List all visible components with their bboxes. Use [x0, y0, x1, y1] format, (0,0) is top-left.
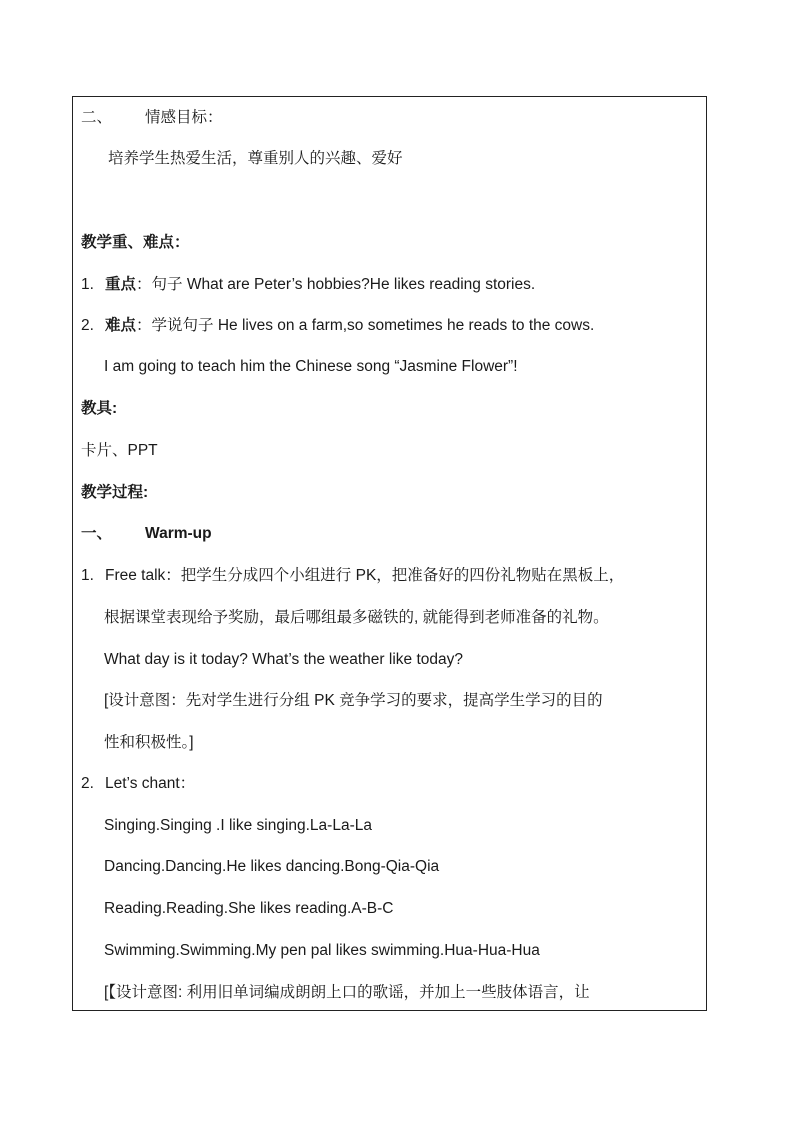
key-points-heading: 教学重、难点：	[81, 234, 190, 251]
section-title: 情感目标：	[145, 109, 223, 126]
section-number: 二、	[81, 109, 113, 126]
key-point-text: ：学说句子 He lives on a farm,so sometimes he reads to the cows.	[136, 317, 595, 334]
chant-heading	[81, 774, 195, 794]
chant-line: Singing.Singing .I like singing.La-La-La	[104, 817, 372, 834]
list-number: 2.	[81, 317, 94, 334]
chant-line: Dancing.Dancing.He likes dancing.Bong-Qia-Qia	[104, 858, 440, 875]
step1-heading	[81, 524, 212, 544]
step-title: Warm-up	[145, 525, 212, 542]
free-talk-text: Free talk：把学生分成四个小组进行 PK，把准备好的四份礼物贴在黑板上，	[105, 567, 625, 584]
list-number: 1.	[81, 276, 94, 293]
list-number: 1.	[81, 567, 94, 584]
free-talk-intent2: 性和积极性。]	[104, 734, 194, 751]
section2-heading	[81, 108, 223, 128]
free-talk-line3: What day is it today? What’s the weather like today?	[104, 651, 463, 668]
key-point-1	[81, 275, 535, 295]
step-number: 一、	[81, 525, 113, 542]
list-number: 2.	[81, 775, 94, 792]
chant-intent: [【设计意图: 利用旧单词编成朗朗上口的歌谣，并加上一些肢体语言，让	[104, 984, 590, 1001]
emotion-text: 培养学生热爱生活，尊重别人的兴趣、爱好	[108, 150, 403, 167]
key-point-label: 难点	[105, 317, 137, 334]
process-heading: 教学过程:	[81, 484, 149, 501]
tools-text: 卡片、PPT	[81, 442, 158, 459]
free-talk-line2: 根据课堂表现给予奖励，最后哪组最多磁铁的, 就能得到老师准备的礼物。	[104, 609, 609, 626]
key-point-2	[81, 316, 594, 336]
chant-line: Reading.Reading.She likes reading.A-B-C	[104, 900, 394, 917]
free-talk-intent1: [设计意图：先对学生进行分组 PK 竞争学习的要求，提高学生学习的目的	[104, 692, 603, 709]
key-point-text: ：句子 What are Peter’s hobbies?He likes reading stories.	[136, 276, 536, 293]
key-point-2-continued: I am going to teach him the Chinese song “Jasmine Flower”!	[104, 358, 518, 375]
tools-heading: 教具:	[81, 400, 118, 417]
key-point-label: 重点	[105, 276, 137, 293]
chant-line: Swimming.Swimming.My pen pal likes swimming.Hua-Hua-Hua	[104, 942, 540, 959]
free-talk-line1	[81, 566, 624, 586]
chant-title: Let’s chant：	[105, 775, 196, 792]
